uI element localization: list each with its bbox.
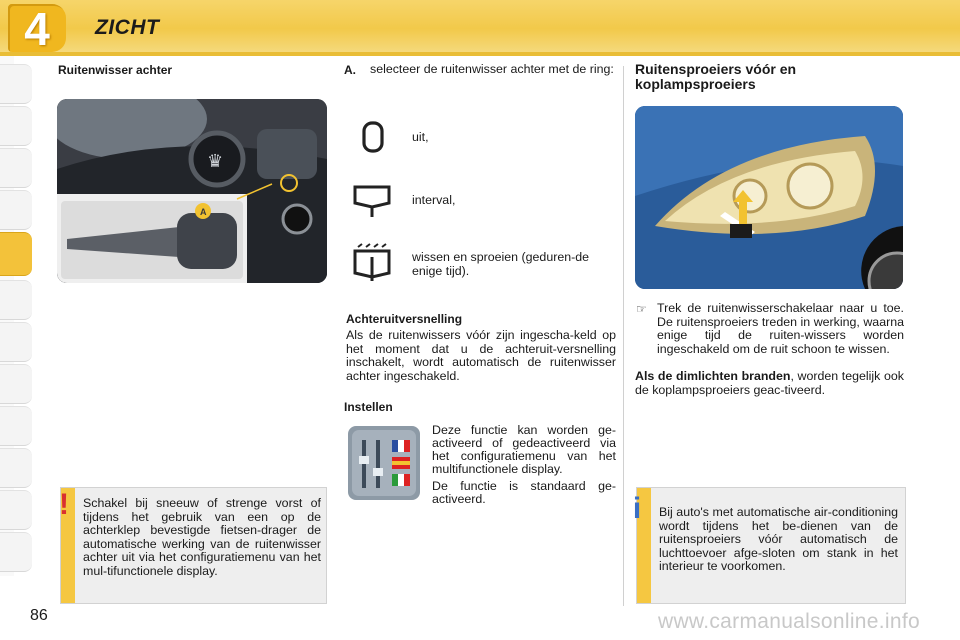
dim-lights-rest: , worden tegelijk ook de koplampsproeiers geac-tiveerd. <box>635 369 904 397</box>
side-tab-7[interactable] <box>0 322 32 362</box>
headlamp-washer-image <box>635 106 903 289</box>
chapter-badge <box>8 3 66 55</box>
headlamp-illustration <box>635 106 903 289</box>
page-number: 86 <box>30 607 48 624</box>
info-i-icon: i <box>632 492 642 525</box>
dim-lights-bold: Als de dimlichten branden <box>635 369 791 383</box>
option-off-label: uit, <box>412 130 429 144</box>
bullet-hand-icon: ☞ <box>636 302 647 316</box>
info-note-text: Bij auto's met automatische air-conditioning wordt tijdens het be-dienen van de ruitensproeiers vóór automatisch de luchttoevoer afge-sloten om stank in het interieur te voorkomen. <box>659 505 898 574</box>
rear-wiper-stalk-image <box>57 99 327 283</box>
side-tab-11[interactable] <box>0 490 32 530</box>
side-tab-4[interactable] <box>0 190 32 230</box>
washers-heading: Ruitensproeiers vóór en koplampsproeiers <box>635 61 797 92</box>
chapter-number: 4 <box>24 3 50 55</box>
step-marker: A. <box>344 63 356 77</box>
side-tab-1[interactable] <box>0 64 32 104</box>
warning-note-text: Schakel bij sneeuw of strenge vorst of tijdens het gebruik van een op de achterklep bevestigde fietsen-drager de automatische werking van de ruitenwisser achter uit via het configuratiemenu van het mul-tifunctionele display. <box>83 496 321 578</box>
washer-instruction: Trek de ruitenwisserschakelaar naar u toe. De ruitensproeiers treden in werking, waarna enige tijd de ruiten-wissers worden ingeschakeld om de ruit schoon te wissen. <box>657 301 904 356</box>
warning-exclamation-icon: ! <box>59 488 69 521</box>
header-divider <box>0 52 960 56</box>
side-tab-2[interactable] <box>0 106 32 146</box>
info-note <box>636 487 906 604</box>
callout-letter: A <box>200 207 207 217</box>
wiper-wash-icon <box>352 243 392 279</box>
side-tab-active[interactable] <box>0 232 32 276</box>
dim-lights-paragraph <box>635 370 904 397</box>
reverse-heading: Achteruitversnelling <box>346 312 463 326</box>
option-wash-label: wissen en sproeien (geduren-de enige tijd). <box>412 250 590 278</box>
settings-heading: Instellen <box>344 400 393 414</box>
side-tab-10[interactable] <box>0 448 32 488</box>
source-watermark[interactable]: www.carmanualsonline.info <box>658 610 920 633</box>
wiper-interval-icon <box>352 183 392 219</box>
settings-text-2: De functie is standaard ge-activeerd. <box>432 479 616 506</box>
chapter-title: ZICHT <box>95 16 160 39</box>
stalk-illustration <box>57 99 327 283</box>
column-separator <box>623 66 624 606</box>
rear-wiper-heading: Ruitenwisser achter <box>58 63 173 77</box>
config-menu-icon <box>348 426 420 500</box>
step-a-text: selecteer de ruitenwisser achter met de ring: <box>370 62 614 76</box>
side-tab-9[interactable] <box>0 406 32 446</box>
svg-text:♛: ♛ <box>207 151 224 171</box>
settings-text-1: Deze functie kan worden ge-activeerd of gedeactiveerd via het configuratiemenu van het multifunctionele display. <box>432 423 616 476</box>
side-tab-8[interactable] <box>0 364 32 404</box>
warning-note <box>60 487 327 604</box>
side-tab-12[interactable] <box>0 532 32 572</box>
side-tab-3[interactable] <box>0 148 32 188</box>
reverse-text: Als de ruitenwissers vóór zijn ingescha-keld op het moment dat u de achteruit-versnelling inschakelt, wordt automatisch de ruitenwisser achter ingeschakeld. <box>346 328 616 383</box>
option-interval-label: interval, <box>412 193 456 207</box>
wiper-off-icon <box>356 120 396 156</box>
side-tab-6[interactable] <box>0 280 32 320</box>
